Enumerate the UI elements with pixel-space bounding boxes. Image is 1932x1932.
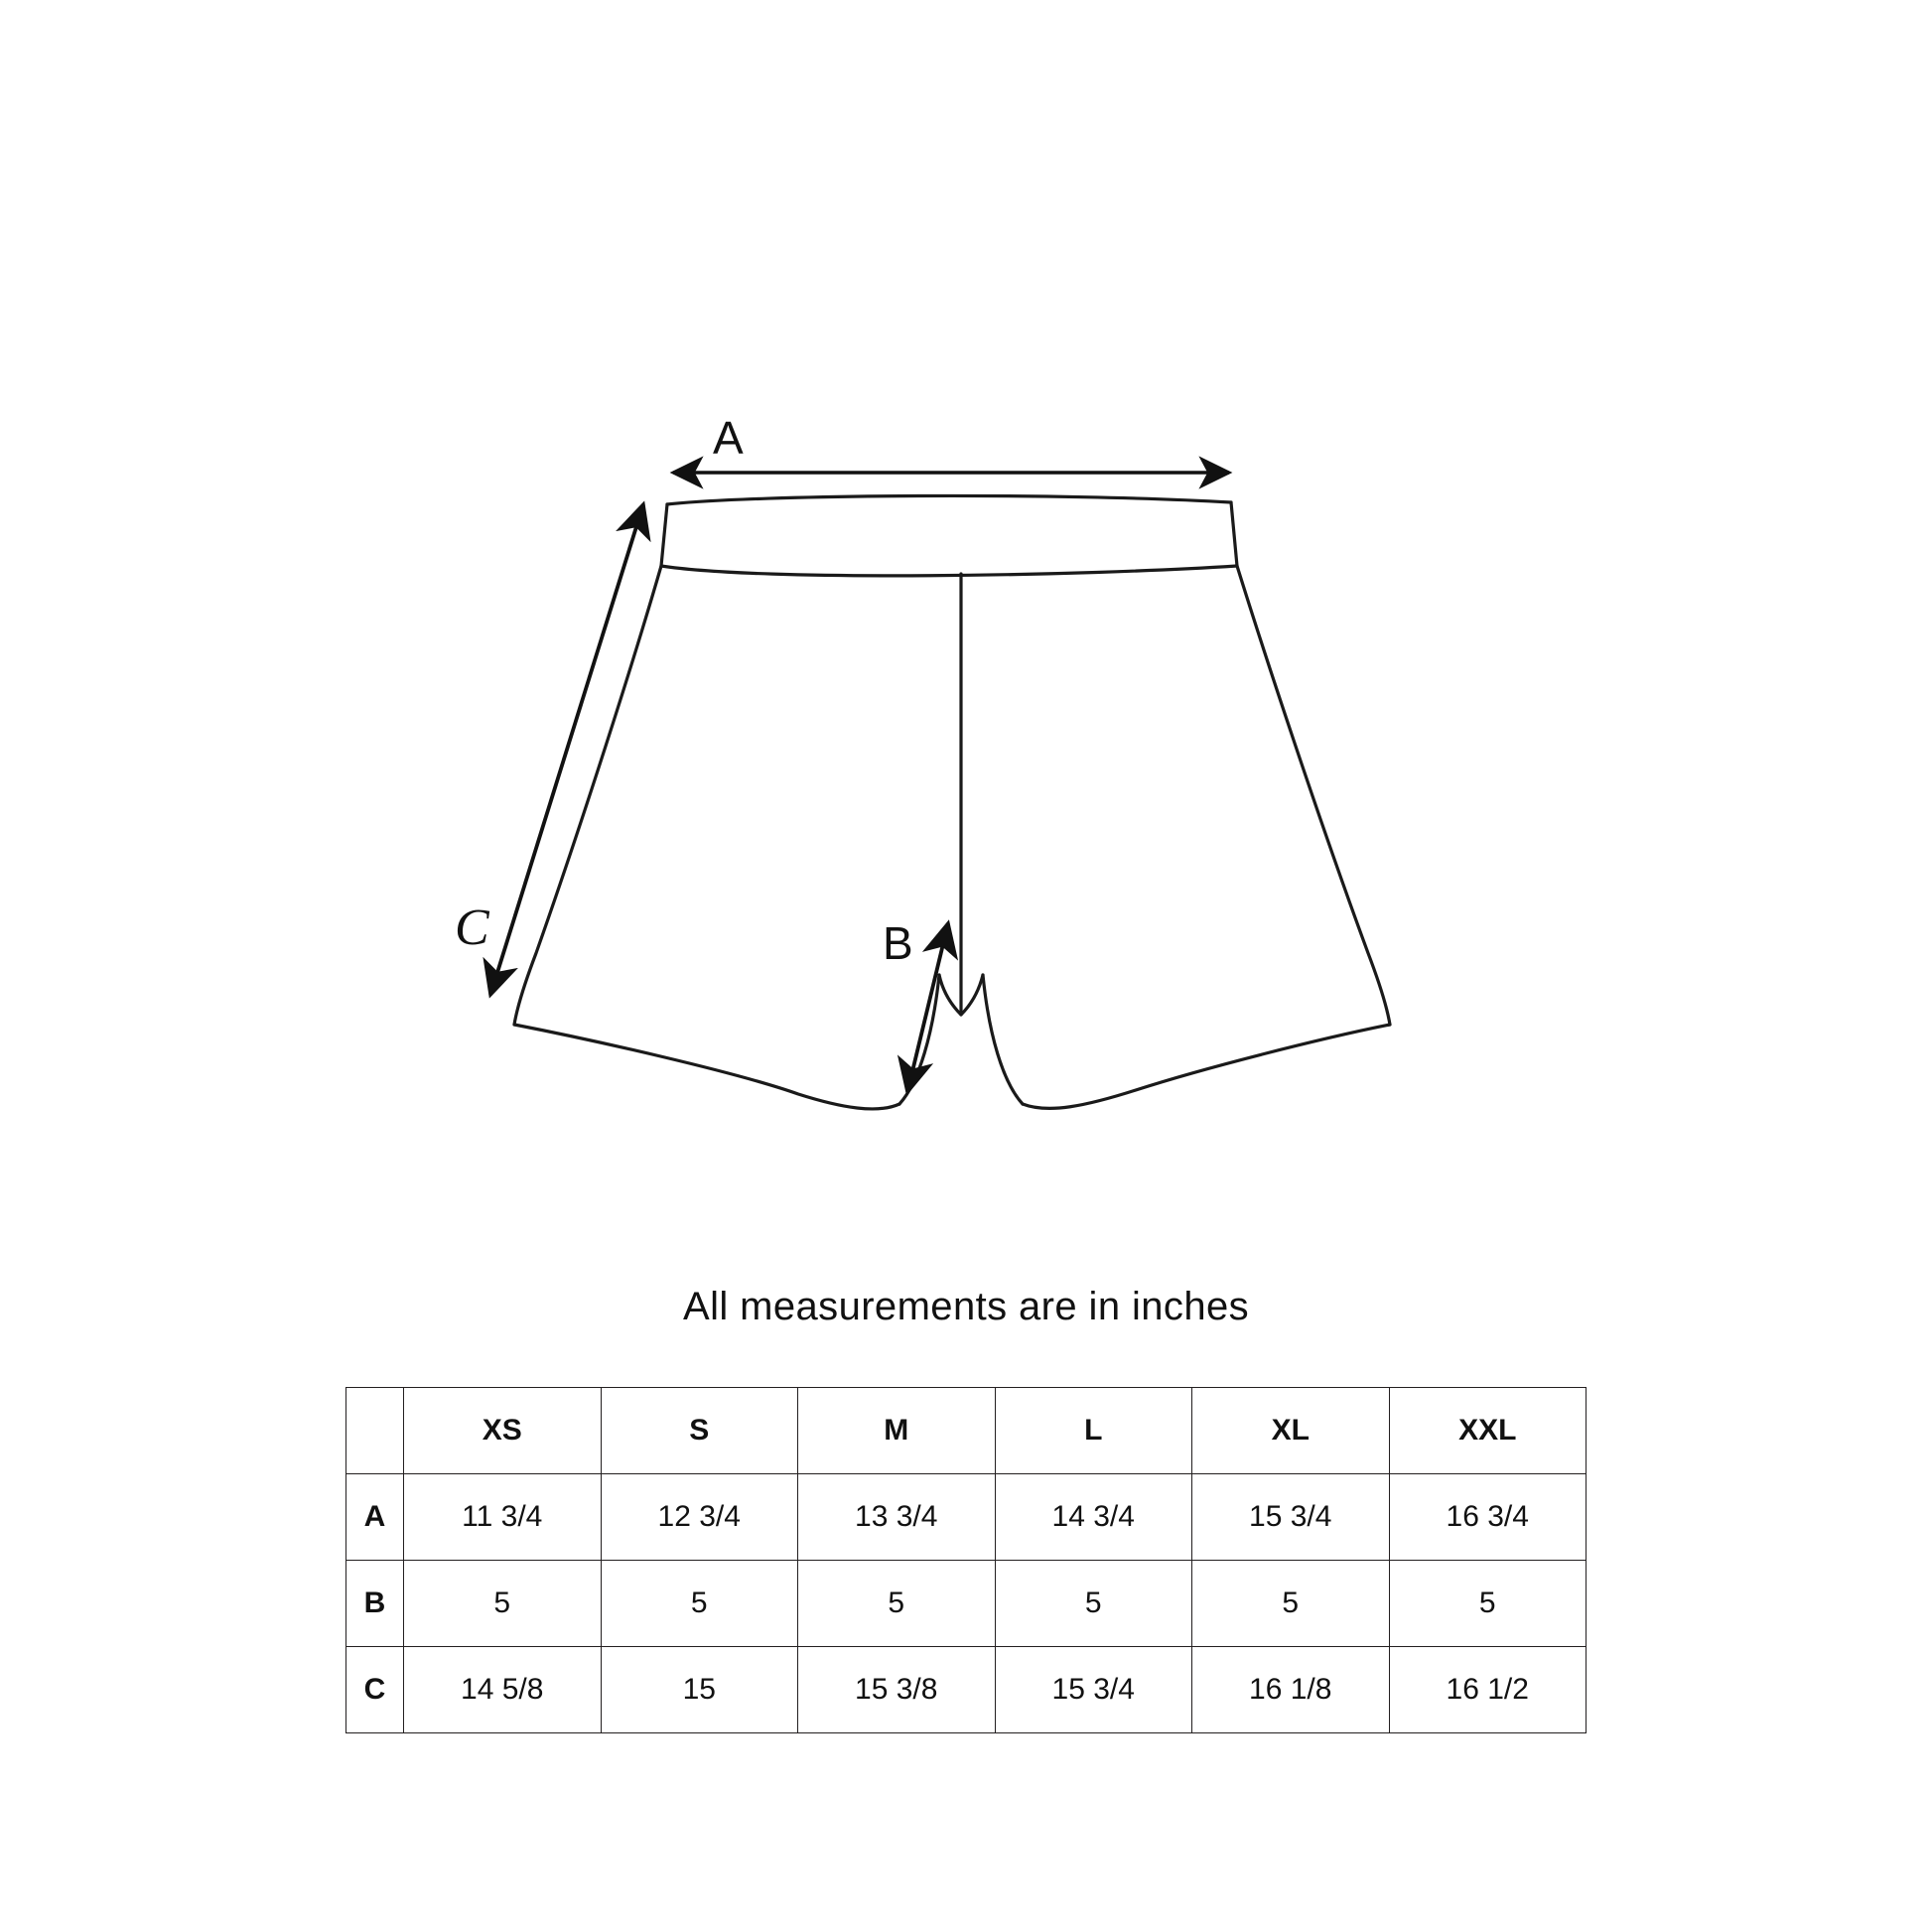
cell-a-l: 14 3/4 <box>995 1474 1192 1561</box>
measure-line-b <box>907 923 948 1092</box>
cell-b-m: 5 <box>798 1561 996 1647</box>
cell-b-xs: 5 <box>404 1561 602 1647</box>
cell-b-xxl: 5 <box>1389 1561 1587 1647</box>
table-row <box>346 1474 1587 1561</box>
table-corner-cell <box>346 1388 404 1474</box>
cell-c-xl: 16 1/8 <box>1192 1647 1390 1733</box>
cell-c-xxl: 16 1/2 <box>1389 1647 1587 1733</box>
column-header-xl: XL <box>1192 1388 1390 1474</box>
cell-a-xs: 11 3/4 <box>404 1474 602 1561</box>
column-header-s: S <box>601 1388 798 1474</box>
measurement-units-caption: All measurements are in inches <box>682 1285 1250 1328</box>
table-row <box>346 1647 1587 1733</box>
row-header-c: C <box>346 1647 404 1733</box>
row-header-a: A <box>346 1474 404 1561</box>
measure-label-b: B <box>883 917 913 969</box>
cell-a-xxl: 16 3/4 <box>1389 1474 1587 1561</box>
column-header-xs: XS <box>404 1388 602 1474</box>
cell-c-m: 15 3/8 <box>798 1647 996 1733</box>
column-header-xxl: XXL <box>1389 1388 1587 1474</box>
column-header-m: M <box>798 1388 996 1474</box>
row-header-b: B <box>346 1561 404 1647</box>
cell-b-s: 5 <box>601 1561 798 1647</box>
cell-a-s: 12 3/4 <box>601 1474 798 1561</box>
cell-b-xl: 5 <box>1192 1561 1390 1647</box>
column-header-l: L <box>995 1388 1192 1474</box>
measure-line-c <box>490 504 643 995</box>
table-row <box>346 1561 1587 1647</box>
cell-a-xl: 15 3/4 <box>1192 1474 1390 1561</box>
cell-a-m: 13 3/4 <box>798 1474 996 1561</box>
cell-b-l: 5 <box>995 1561 1192 1647</box>
size-table <box>345 1387 1587 1733</box>
table-header-row <box>346 1388 1587 1474</box>
measure-label-c: C <box>455 899 489 956</box>
cell-c-s: 15 <box>601 1647 798 1733</box>
cell-c-xs: 14 5/8 <box>404 1647 602 1733</box>
measure-label-a: A <box>713 412 744 464</box>
cell-c-l: 15 3/4 <box>995 1647 1192 1733</box>
size-table-wrapper <box>345 1387 1587 1733</box>
